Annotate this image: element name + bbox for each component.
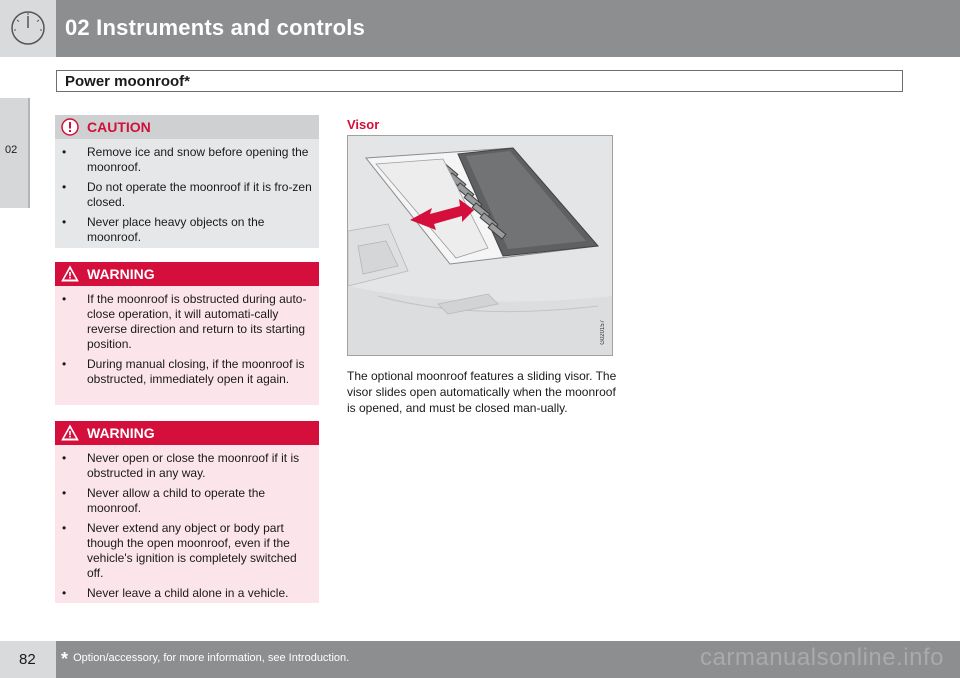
caution-list <box>55 139 319 245</box>
warning-triangle-icon <box>61 424 79 442</box>
warning-header <box>55 421 319 445</box>
exclamation-icon <box>61 118 79 136</box>
side-tab-label: 02 <box>5 144 18 156</box>
watermark: carmanualsonline.info <box>700 644 944 671</box>
warning-list <box>55 445 319 601</box>
gauge-icon <box>0 0 56 57</box>
section-title-box <box>56 70 903 92</box>
footer-band <box>0 641 960 678</box>
caution-label: CAUTION <box>87 119 151 135</box>
warning-box-auto-close <box>55 262 319 405</box>
visor-description: The optional moonroof features a sliding visor. The visor slides open automatically when the moonroof is opened, and must be closed man-ually. <box>347 369 617 415</box>
caution-box <box>55 115 319 248</box>
warning-triangle-icon <box>61 265 79 283</box>
footnote-text: Option/accessory, for more information, see Introduction. <box>73 652 350 664</box>
page-number-box <box>0 641 56 678</box>
footnote-star: * <box>61 649 69 669</box>
caution-header <box>55 115 319 139</box>
chapter-title: 02 Instruments and controls <box>65 15 366 40</box>
warning-list <box>55 286 319 387</box>
list-item: • During manual closing, if the moonroof is obstructed, immediately open it again. <box>55 357 313 387</box>
page-number: 82 <box>19 651 36 668</box>
figure-code: G020157 <box>600 320 606 345</box>
visor-heading: Visor <box>347 117 380 132</box>
list-item: • If the moonroof is obstructed during auto-close operation, it will automati-cally reverse direction and return to its starting position. <box>55 292 313 352</box>
header-band <box>0 0 960 57</box>
list-item: • Never place heavy objects on the moonroof. <box>55 215 313 245</box>
warning-box-safety <box>55 421 319 603</box>
list-item: • Do not operate the moonroof if it is fro-zen closed. <box>55 180 313 210</box>
chapter-side-tab <box>0 98 30 208</box>
visor-drawing <box>348 136 613 356</box>
list-item: • Never leave a child alone in a vehicle. <box>55 586 313 601</box>
footnote <box>61 649 349 670</box>
moonroof-visor-illustration <box>347 135 613 356</box>
warning-header <box>55 262 319 286</box>
section-title: Power moonroof* <box>65 73 191 90</box>
list-item: • Never open or close the moonroof if it is obstructed in any way. <box>55 451 313 481</box>
list-item: • Never allow a child to operate the moonroof. <box>55 486 313 516</box>
list-item: • Never extend any object or body part though the open moonroof, even if the vehicle's ignition is completely switched off. <box>55 521 313 581</box>
warning-label: WARNING <box>87 266 155 282</box>
list-item: • Remove ice and snow before opening the moonroof. <box>55 145 313 175</box>
warning-label: WARNING <box>87 425 155 441</box>
